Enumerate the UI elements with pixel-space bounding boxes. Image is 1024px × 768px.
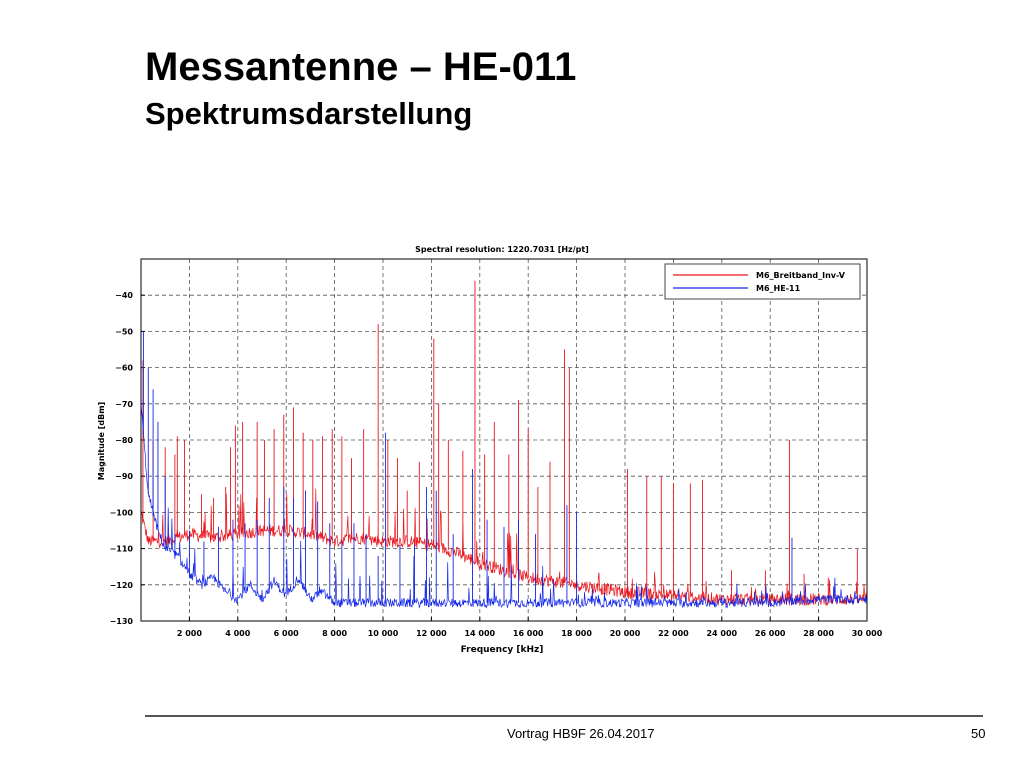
y-tick-label: −40 [115,291,133,301]
y-tick-label: −120 [109,580,133,590]
x-tick-label: 14 000 [464,629,496,638]
x-tick-label: 18 000 [561,629,592,638]
y-tick-label: −110 [109,544,133,554]
x-tick-label: 12 000 [416,629,447,638]
x-tick-label: 20 000 [609,629,641,638]
y-tick-label: −70 [115,399,133,409]
slide-title: Messantenne – HE-011 [145,45,577,89]
x-tick-label: 22 000 [658,629,689,638]
chart-title: Spectral resolution: 1220.7031 [Hz/pt] [415,245,589,254]
legend-box [665,264,860,299]
legend-label-breitband: M6_Breitband_Inv-V [756,271,845,280]
x-tick-label: 2 000 [176,629,202,638]
footer-divider [145,715,983,717]
series-layer [141,281,867,608]
x-tick-label: 8 000 [322,629,348,638]
x-tick-labels [177,629,883,638]
x-tick-label: 4 000 [225,629,251,638]
x-tick-label: 10 000 [367,629,399,638]
y-tick-label: −80 [115,436,133,445]
y-tick-label: −130 [109,617,133,626]
x-tick-label: 28 000 [803,629,834,638]
y-tick-label: −100 [109,508,133,518]
y-tick-label: −60 [115,363,133,373]
slide-subtitle: Spektrumsdarstellung [145,96,473,131]
x-tick-label: 16 000 [512,629,544,638]
series-he11 [141,331,867,607]
legend [665,264,860,299]
x-tick-label: 30 000 [851,629,883,638]
y-tick-label: −50 [115,327,133,337]
legend-label-he11: M6_HE-11 [756,284,801,293]
x-tick-label: 6 000 [273,629,299,638]
footer-text: Vortrag HB9F 26.04.2017 [507,726,655,741]
y-axis-label: Magnitude [dBm] [97,401,106,481]
x-axis-label: Frequency [kHz] [460,645,544,655]
y-tick-labels [110,291,134,626]
y-tick-label: −90 [115,472,133,482]
x-tick-label: 24 000 [706,629,738,638]
x-tick-label: 26 000 [754,629,786,638]
page-number: 50 [971,726,986,741]
